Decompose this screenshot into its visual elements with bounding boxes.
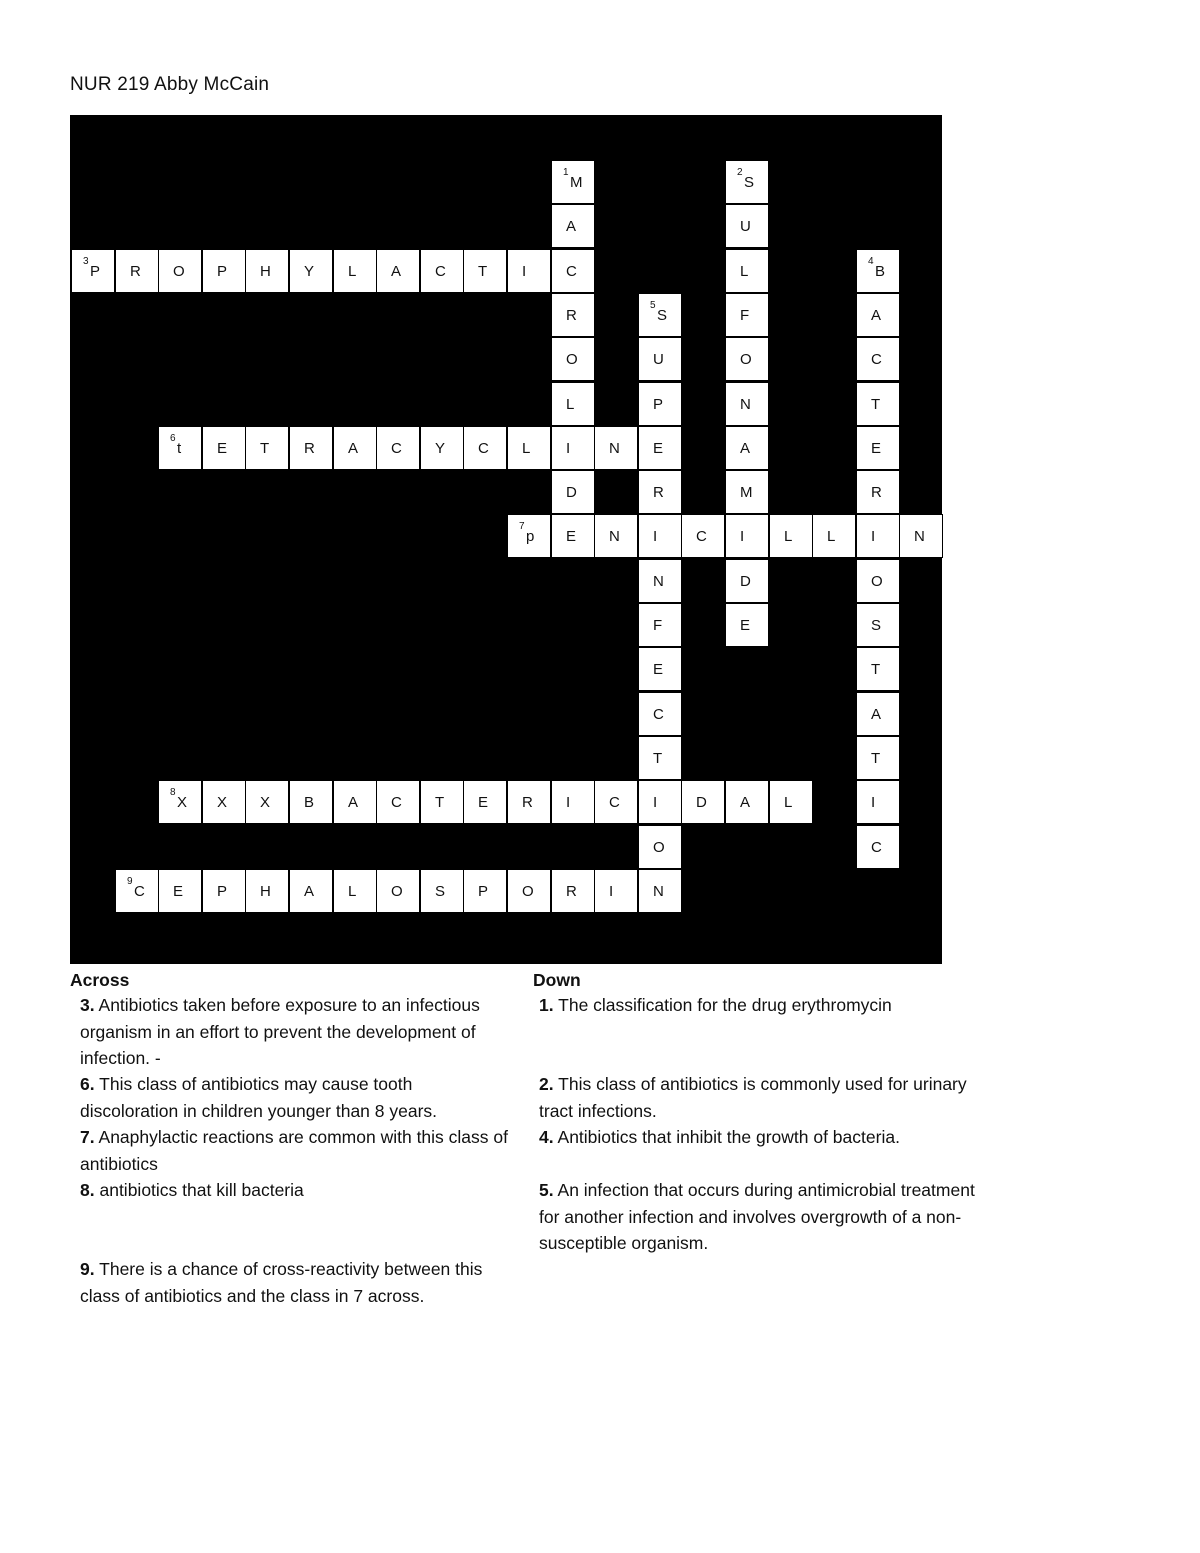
cell-letter: T bbox=[653, 750, 663, 767]
cell-letter: D bbox=[566, 484, 577, 501]
cell-letter: E bbox=[653, 661, 664, 678]
cell-letter: p bbox=[526, 528, 535, 545]
crossword-cell[interactable] bbox=[158, 249, 202, 293]
crossword-cell[interactable] bbox=[245, 426, 289, 470]
crossword-cell[interactable] bbox=[725, 382, 769, 426]
clue-number: 7 bbox=[519, 521, 525, 532]
cell-letter: L bbox=[522, 440, 531, 457]
crossword-cell[interactable] bbox=[507, 514, 551, 558]
cell-letter: A bbox=[871, 307, 882, 324]
crossword-cell[interactable] bbox=[551, 382, 595, 426]
crossword-cell[interactable] bbox=[725, 160, 769, 204]
crossword-cell[interactable] bbox=[376, 426, 420, 470]
crossword-cell[interactable] bbox=[551, 780, 595, 824]
cell-letter: R bbox=[130, 263, 141, 280]
across-clue-7: 7. Anaphylactic reactions are common with this class of antibiotics bbox=[80, 1127, 508, 1174]
crossword-cell[interactable] bbox=[638, 470, 682, 514]
crossword-cell[interactable] bbox=[681, 780, 725, 824]
crossword-cell[interactable] bbox=[420, 780, 464, 824]
crossword-cell[interactable] bbox=[245, 780, 289, 824]
crossword-cell[interactable] bbox=[856, 426, 900, 470]
crossword-cell[interactable] bbox=[551, 160, 595, 204]
cell-letter: C bbox=[391, 440, 402, 457]
crossword-cell[interactable] bbox=[638, 647, 682, 691]
cell-letter: L bbox=[348, 263, 357, 280]
down-clue-2: 2. This class of antibiotics is commonly used for urinary tract infections. bbox=[539, 1074, 967, 1121]
crossword-grid bbox=[70, 115, 942, 964]
cell-letter: S bbox=[871, 617, 882, 634]
crossword-cell[interactable] bbox=[725, 514, 769, 558]
down-clue-4: 4. Antibiotics that inhibit the growth of bacteria. bbox=[539, 1127, 900, 1147]
across-heading: Across bbox=[70, 970, 130, 990]
crossword-cell[interactable] bbox=[856, 293, 900, 337]
crossword-cell[interactable] bbox=[420, 426, 464, 470]
crossword-cell[interactable] bbox=[115, 249, 159, 293]
cell-letter: I bbox=[653, 528, 658, 545]
cell-letter: L bbox=[784, 794, 793, 811]
crossword-cell[interactable] bbox=[769, 780, 813, 824]
crossword-cell[interactable] bbox=[158, 780, 202, 824]
cell-letter: E bbox=[566, 528, 577, 545]
clue-number: 4 bbox=[868, 256, 874, 267]
cell-letter: T bbox=[435, 794, 445, 811]
cell-letter: C bbox=[696, 528, 707, 545]
crossword-cell[interactable] bbox=[856, 514, 900, 558]
crossword-cell[interactable] bbox=[856, 780, 900, 824]
crossword-cell[interactable] bbox=[551, 204, 595, 248]
cell-letter: A bbox=[391, 263, 402, 280]
cell-letter: L bbox=[784, 528, 793, 545]
cell-letter: C bbox=[871, 351, 882, 368]
cell-letter: O bbox=[391, 883, 403, 900]
cell-letter: A bbox=[740, 440, 751, 457]
crossword-cell[interactable] bbox=[638, 382, 682, 426]
crossword-cell[interactable] bbox=[856, 382, 900, 426]
cell-letter: O bbox=[173, 263, 185, 280]
cell-letter: L bbox=[348, 883, 357, 900]
crossword-cell[interactable] bbox=[638, 736, 682, 780]
cell-letter: A bbox=[304, 883, 315, 900]
cell-letter: S bbox=[435, 883, 446, 900]
cell-letter: R bbox=[304, 440, 315, 457]
cell-letter: B bbox=[304, 794, 315, 811]
cell-letter: E bbox=[740, 617, 751, 634]
crossword-cell[interactable] bbox=[463, 249, 507, 293]
cell-letter: N bbox=[914, 528, 925, 545]
cell-letter: M bbox=[740, 484, 753, 501]
cell-letter: I bbox=[566, 794, 571, 811]
cell-letter: P bbox=[478, 883, 489, 900]
crossword-cell[interactable] bbox=[507, 249, 551, 293]
cell-letter: T bbox=[478, 263, 488, 280]
cell-letter: C bbox=[435, 263, 446, 280]
cell-letter: N bbox=[609, 528, 620, 545]
crossword-cell[interactable] bbox=[463, 426, 507, 470]
cell-letter: L bbox=[827, 528, 836, 545]
clue-number: 9 bbox=[127, 876, 133, 887]
crossword-cell[interactable] bbox=[856, 603, 900, 647]
cell-letter: O bbox=[566, 351, 578, 368]
cell-letter: T bbox=[871, 396, 881, 413]
crossword-cell[interactable] bbox=[638, 869, 682, 913]
crossword-cell[interactable] bbox=[725, 559, 769, 603]
cell-letter: E bbox=[478, 794, 489, 811]
crossword-cell[interactable] bbox=[71, 249, 115, 293]
cell-letter: O bbox=[653, 839, 665, 856]
down-clues bbox=[533, 968, 983, 1253]
cell-letter: I bbox=[522, 263, 527, 280]
cell-letter: M bbox=[570, 174, 583, 191]
cell-letter: I bbox=[740, 528, 745, 545]
crossword-cell[interactable] bbox=[245, 869, 289, 913]
cell-letter: C bbox=[478, 440, 489, 457]
cell-letter: E bbox=[653, 440, 664, 457]
cell-letter: T bbox=[871, 750, 881, 767]
cell-letter: I bbox=[871, 794, 876, 811]
crossword-cell[interactable] bbox=[333, 249, 377, 293]
cell-letter: N bbox=[609, 440, 620, 457]
cell-letter: R bbox=[653, 484, 664, 501]
crossword-cell[interactable] bbox=[856, 249, 900, 293]
cell-letter: C bbox=[609, 794, 620, 811]
crossword-cell[interactable] bbox=[856, 736, 900, 780]
crossword-cell[interactable] bbox=[507, 780, 551, 824]
cell-letter: U bbox=[653, 351, 664, 368]
down-clue-1: 1. The classification for the drug erythromycin bbox=[539, 995, 892, 1015]
cell-letter: A bbox=[566, 218, 577, 235]
crossword-cell[interactable] bbox=[725, 780, 769, 824]
crossword-cell[interactable] bbox=[202, 249, 246, 293]
clue-number: 2 bbox=[737, 167, 743, 178]
crossword-cell[interactable] bbox=[551, 869, 595, 913]
cell-letter: O bbox=[871, 573, 883, 590]
crossword-cell[interactable] bbox=[289, 780, 333, 824]
crossword-cell[interactable] bbox=[725, 470, 769, 514]
crossword-cell[interactable] bbox=[594, 869, 638, 913]
crossword-cell[interactable] bbox=[638, 825, 682, 869]
cell-letter: D bbox=[696, 794, 707, 811]
crossword-cell[interactable] bbox=[899, 514, 943, 558]
crossword-cell[interactable] bbox=[420, 869, 464, 913]
crossword-cell[interactable] bbox=[725, 603, 769, 647]
cell-letter: X bbox=[260, 794, 271, 811]
crossword-cell[interactable] bbox=[289, 869, 333, 913]
cell-letter: I bbox=[871, 528, 876, 545]
crossword-cell[interactable] bbox=[158, 869, 202, 913]
cell-letter: I bbox=[653, 794, 658, 811]
crossword-cell[interactable] bbox=[115, 869, 159, 913]
crossword-cell[interactable] bbox=[638, 514, 682, 558]
crossword-cell[interactable] bbox=[856, 647, 900, 691]
cell-letter: N bbox=[653, 883, 664, 900]
cell-letter: N bbox=[740, 396, 751, 413]
crossword-cell[interactable] bbox=[725, 337, 769, 381]
crossword-cell[interactable] bbox=[725, 249, 769, 293]
clue-number: 8 bbox=[170, 787, 176, 798]
crossword-cell[interactable] bbox=[551, 470, 595, 514]
crossword-cell[interactable] bbox=[202, 780, 246, 824]
crossword-cell[interactable] bbox=[463, 780, 507, 824]
cell-letter: X bbox=[177, 794, 188, 811]
crossword-cell[interactable] bbox=[158, 426, 202, 470]
across-clue-8: 8. antibiotics that kill bacteria bbox=[80, 1180, 304, 1200]
crossword-cell[interactable] bbox=[769, 514, 813, 558]
cell-letter: L bbox=[740, 263, 749, 280]
cell-letter: C bbox=[391, 794, 402, 811]
across-clue-3: 3. Antibiotics taken before exposure to an infectious organism in an effort to prevent the development of infection. - bbox=[80, 995, 480, 1068]
cell-letter: P bbox=[217, 263, 228, 280]
cell-letter: I bbox=[609, 883, 614, 900]
cell-letter: N bbox=[653, 573, 664, 590]
crossword-cell[interactable] bbox=[551, 514, 595, 558]
down-heading: Down bbox=[533, 970, 581, 990]
crossword-cell[interactable] bbox=[856, 825, 900, 869]
crossword-cell[interactable] bbox=[551, 426, 595, 470]
crossword-cell[interactable] bbox=[856, 337, 900, 381]
crossword-cell[interactable] bbox=[333, 780, 377, 824]
crossword-cell[interactable] bbox=[638, 780, 682, 824]
cell-letter: L bbox=[566, 396, 575, 413]
crossword-cell[interactable] bbox=[507, 869, 551, 913]
crossword-cell[interactable] bbox=[245, 249, 289, 293]
crossword-cell[interactable] bbox=[856, 692, 900, 736]
cell-letter: Y bbox=[435, 440, 446, 457]
cell-letter: E bbox=[217, 440, 228, 457]
document-header: NUR 219 Abby McCain bbox=[70, 74, 270, 95]
cell-letter: E bbox=[871, 440, 882, 457]
cell-letter: D bbox=[740, 573, 751, 590]
crossword-cell[interactable] bbox=[856, 470, 900, 514]
across-clues bbox=[70, 968, 510, 1306]
crossword-cell[interactable] bbox=[202, 869, 246, 913]
crossword-cell[interactable] bbox=[376, 869, 420, 913]
crossword-cell[interactable] bbox=[638, 692, 682, 736]
crossword-cell[interactable] bbox=[507, 426, 551, 470]
cell-letter: P bbox=[90, 263, 101, 280]
down-clue-5: 5. An infection that occurs during antimicrobial treatment for another infection and involves overgrowth of a non-susceptible organism. bbox=[539, 1180, 975, 1253]
cell-letter: P bbox=[217, 883, 228, 900]
cell-letter: C bbox=[566, 263, 577, 280]
cell-letter: F bbox=[740, 307, 750, 324]
cell-letter: E bbox=[173, 883, 184, 900]
cell-letter: B bbox=[875, 263, 886, 280]
crossword-cell[interactable] bbox=[333, 426, 377, 470]
cell-letter: R bbox=[871, 484, 882, 501]
crossword-cell[interactable] bbox=[289, 249, 333, 293]
crossword-cell[interactable] bbox=[202, 426, 246, 470]
cell-letter: A bbox=[348, 794, 359, 811]
cell-letter: S bbox=[744, 174, 755, 191]
cell-letter: R bbox=[566, 307, 577, 324]
crossword-cell[interactable] bbox=[551, 337, 595, 381]
crossword-cell[interactable] bbox=[725, 204, 769, 248]
crossword-cell[interactable] bbox=[594, 426, 638, 470]
cell-letter: O bbox=[522, 883, 534, 900]
cell-letter: R bbox=[522, 794, 533, 811]
crossword-cell[interactable] bbox=[594, 780, 638, 824]
cell-letter: A bbox=[740, 794, 751, 811]
cell-letter: I bbox=[566, 440, 571, 457]
cell-letter: U bbox=[740, 218, 751, 235]
crossword-cell[interactable] bbox=[638, 337, 682, 381]
cell-letter: F bbox=[653, 617, 663, 634]
crossword-cell[interactable] bbox=[551, 249, 595, 293]
crossword-cell[interactable] bbox=[812, 514, 856, 558]
cell-letter: H bbox=[260, 883, 271, 900]
crossword-cell[interactable] bbox=[551, 293, 595, 337]
crossword-cell[interactable] bbox=[638, 426, 682, 470]
crossword-cell[interactable] bbox=[638, 603, 682, 647]
cell-letter: T bbox=[871, 661, 881, 678]
crossword-cell[interactable] bbox=[725, 293, 769, 337]
cell-letter: A bbox=[348, 440, 359, 457]
clue-number: 1 bbox=[563, 167, 569, 178]
cell-letter: O bbox=[740, 351, 752, 368]
cell-letter: T bbox=[260, 440, 270, 457]
cell-letter: C bbox=[871, 839, 882, 856]
crossword-cell[interactable] bbox=[289, 426, 333, 470]
clue-number: 6 bbox=[170, 433, 176, 444]
across-clue-9: 9. There is a chance of cross-reactivity between this class of antibiotics and the class in 7 across. bbox=[80, 1259, 483, 1306]
cell-letter: Y bbox=[304, 263, 315, 280]
crossword-cell[interactable] bbox=[333, 869, 377, 913]
cell-letter: H bbox=[260, 263, 271, 280]
across-clue-6: 6. This class of antibiotics may cause tooth discoloration in children younger than 8 years. bbox=[80, 1074, 438, 1121]
crossword-cell[interactable] bbox=[856, 559, 900, 603]
crossword-cell[interactable] bbox=[463, 869, 507, 913]
cell-letter: A bbox=[871, 706, 882, 723]
crossword-cell[interactable] bbox=[725, 426, 769, 470]
crossword-cell[interactable] bbox=[638, 559, 682, 603]
cell-letter: P bbox=[653, 396, 664, 413]
cell-letter: X bbox=[217, 794, 228, 811]
crossword-cell[interactable] bbox=[420, 249, 464, 293]
crossword-cell[interactable] bbox=[594, 514, 638, 558]
crossword-cell[interactable] bbox=[638, 293, 682, 337]
cell-letter: C bbox=[134, 883, 145, 900]
cell-letter: S bbox=[657, 307, 668, 324]
cell-letter: t bbox=[177, 440, 182, 457]
clue-number: 3 bbox=[83, 256, 89, 267]
crossword-cell[interactable] bbox=[376, 780, 420, 824]
cell-letter: C bbox=[653, 706, 664, 723]
crossword-cell[interactable] bbox=[376, 249, 420, 293]
cell-letter: R bbox=[566, 883, 577, 900]
crossword-cell[interactable] bbox=[681, 514, 725, 558]
clue-number: 5 bbox=[650, 300, 656, 311]
